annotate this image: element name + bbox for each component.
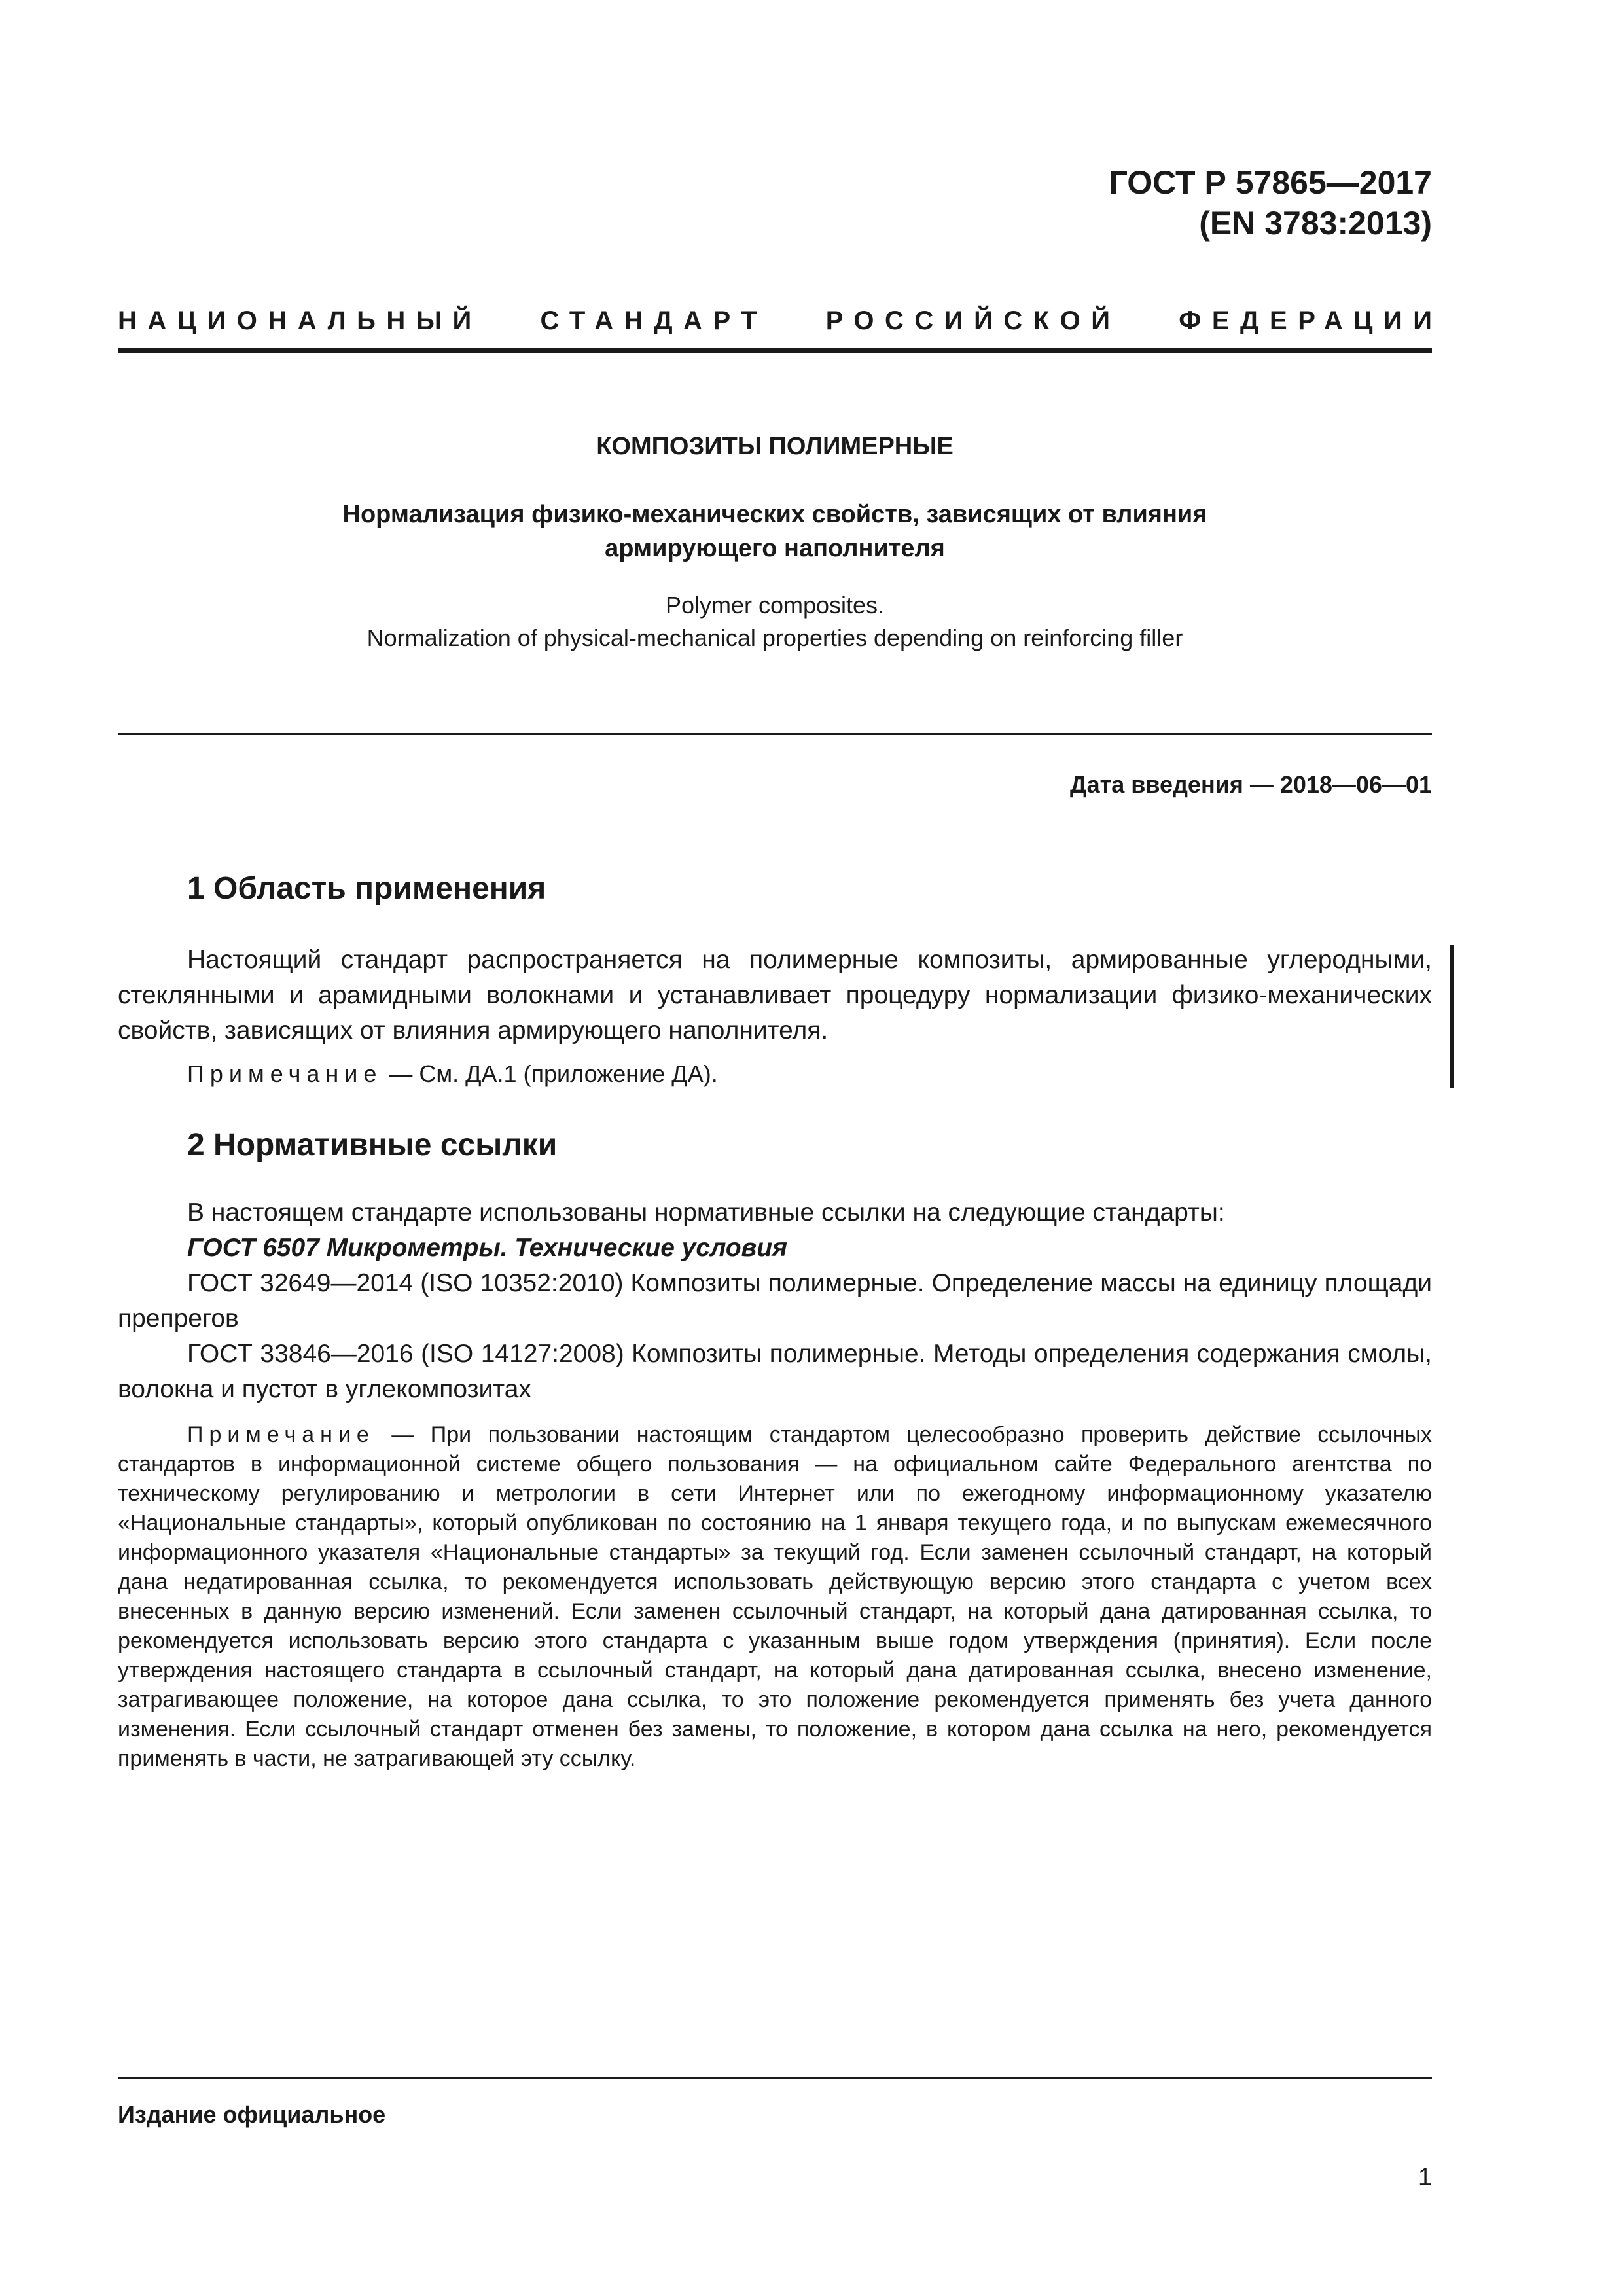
page-number: 1 (1418, 2164, 1432, 2191)
title-block (118, 429, 1432, 655)
title-en-line: Normalization of physical-mechanical properties depending on reinforcing filler (366, 624, 1183, 651)
header-rule (118, 348, 1432, 353)
change-bar (1450, 945, 1454, 1088)
title-sub (118, 497, 1432, 565)
section-1-paragraph: Настоящий стандарт распространяется на полимерные композиты, армированные углеродными, стеклянными и арамидными волокнами и устанавливает процедуру нормализации физико-механических свойств, зависящих от влияния армирующего наполнителя. (118, 946, 1432, 1045)
title-sub-line: армирующего наполнителя (605, 535, 945, 562)
gost-number: ГОСТ Р 57865—2017 (1109, 164, 1432, 201)
reference-gost-6507: ГОСТ 6507 Микрометры. Технические условия (187, 1234, 788, 1262)
banner-word: СТАНДАРТ (540, 306, 768, 335)
banner-word: НАЦИОНАЛЬНЫЙ (118, 306, 482, 335)
title-en-line: Polymer composites. (665, 592, 885, 619)
note-text: — При пользовании настоящим стандартом целесообразно проверить действие ссылочных стандартов в информационной системе общего пользования — на официальном сайте Федерального агентства по техническому регулированию и метрологии в сети Интернет или по ежегодному информационному указателю «Национальные стандарты», который опубликован по состоянию на 1 января текущего года, и по выпускам ежемесячного информационного указателя «Национальные стандарты» за текущий год. Если заменен ссылочный стандарт, на который дана недатированная ссылка, то рекомендуется использовать действующую версию этого стандарта с учетом всех внесенных в данную версию изменений. Если заменен ссылочный стандарт, на который дана датированная ссылка, то рекомендуется использовать версию этого стандарта с указанным выше годом утверждения (принятия). Если после утверждения настоящего стандарта в ссылочный стандарт, на который дана датированная ссылка, внесено изменение, затрагивающее положение, на которое дана ссылка, то это положение рекомендуется применять без учета данного изменения. Если ссылочный стандарт отменен без замены, то положение, в котором дана ссылка на него, рекомендуется применять в части, не затрагивающей эту ссылку. (118, 1422, 1432, 1771)
section-1-note (118, 1059, 1432, 1088)
edition-label: Издание официальное (118, 2101, 386, 2128)
section-2-heading: 2 Нормативные ссылки (187, 1128, 558, 1162)
title-main: КОМПОЗИТЫ ПОЛИМЕРНЫЕ (596, 433, 954, 460)
note-label: Примечание (187, 1422, 375, 1447)
reference-gost-33846: ГОСТ 33846—2016 (ISO 14127:2008) Композиты полимерные. Методы определения содержания смолы, волокна и пустот в углекомпозитах (118, 1340, 1432, 1403)
gost-number-block (1109, 162, 1432, 243)
section-1-heading: 1 Область применения (187, 871, 546, 906)
banner-word: ФЕДЕРАЦИИ (1179, 306, 1443, 335)
banner-word: РОССИЙСКОЙ (825, 306, 1121, 335)
section-2-note (118, 1420, 1432, 1774)
intro-date: Дата введения — 2018—06—01 (1069, 771, 1432, 798)
section-2-intro: В настоящем стандарте использованы нормативные ссылки на следующие стандарты: (187, 1198, 1225, 1227)
title-rule (118, 733, 1432, 735)
note-text: — См. ДА.1 (приложение ДА). (382, 1060, 718, 1087)
national-standard-banner (118, 302, 1443, 339)
note-label: Примечание (187, 1060, 383, 1087)
footer-rule (118, 2077, 1432, 2079)
title-sub-line: Нормализация физико-механических свойств, зависящих от влияния (342, 501, 1207, 528)
en-number: (EN 3783:2013) (1199, 205, 1432, 242)
reference-gost-32649: ГОСТ 32649—2014 (ISO 10352:2010) Композиты полимерные. Определение массы на единицу площади препрегов (118, 1269, 1432, 1333)
title-english (118, 589, 1432, 655)
